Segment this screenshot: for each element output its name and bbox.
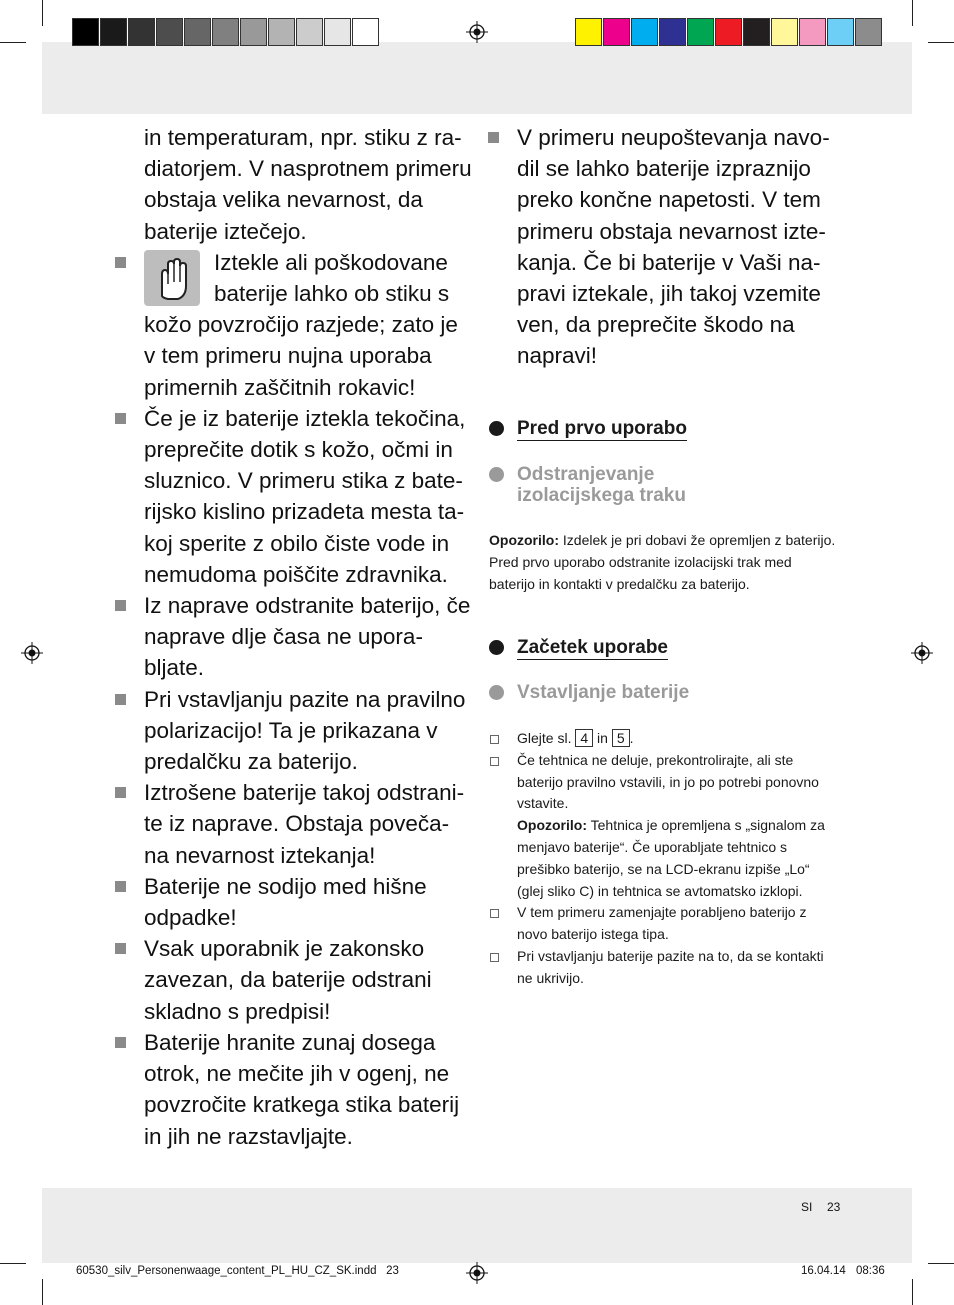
print-slug-date: 16.04.14 — [801, 1265, 846, 1277]
gray-swatch — [156, 18, 183, 46]
list-item: V tem primeru zamenjajte porabljeno baterijo z novo baterijo istega tipa. — [517, 902, 839, 946]
bullet-square-icon — [115, 881, 126, 892]
protective-gloves-icon — [144, 250, 200, 306]
section-heading-start-use: Začetek uporabe — [517, 637, 668, 659]
left-column — [144, 122, 474, 1152]
list-item: Iztekle ali poškodovane baterije lahko ob stiku s kožo povzročijo razjede; zato je v tem primeru nujna uporaba primernih zaščitnih rokavic! — [144, 247, 474, 403]
color-swatch — [631, 18, 658, 46]
bullet-square-icon — [115, 694, 126, 705]
color-swatch — [743, 18, 770, 46]
gray-swatch — [268, 18, 295, 46]
bullet-dot-icon — [489, 640, 504, 655]
page-language: SI — [801, 1200, 813, 1214]
gray-swatch — [184, 18, 211, 46]
checkbox-bullet-icon — [490, 757, 499, 766]
registration-mark-bottom-icon — [466, 1262, 488, 1284]
section-heading-first-use: Pred prvo uporabo — [517, 418, 687, 440]
checkbox-bullet-icon — [490, 953, 499, 962]
print-slug-time: 08:36 — [856, 1265, 885, 1277]
figure-ref-box: 5 — [612, 729, 630, 747]
bullet-dot-gray-icon — [489, 467, 504, 482]
list-item: V primeru neupoštevanja navo-dil se lahko baterije izpraznijo preko končne napetosti. V tem primeru obstaja nevarnost izte-kanja. Če bi baterije v Vaši na-pravi iztekale, jih takoj vzemite ven, da preprečite škodo na napravi! — [517, 122, 837, 372]
page-number: 23 — [827, 1200, 841, 1214]
gray-swatch — [72, 18, 99, 46]
print-slug-file: 60530_silv_Personenwaage_content_PL_HU_CZ_SK.indd 23 — [76, 1265, 399, 1277]
bullet-square-icon — [115, 257, 126, 268]
color-swatch — [771, 18, 798, 46]
subheading-insert-battery: Vstavljanje baterije — [517, 682, 689, 703]
registration-mark-top-icon — [466, 21, 488, 43]
checkbox-bullet-icon — [490, 909, 499, 918]
steps-list — [517, 728, 839, 990]
gray-swatch — [296, 18, 323, 46]
list-item: Če je iz baterije iztekla tekočina, preprečite dotik s kožo, očmi in sluznico. V primeru stika z bate-rijsko kislino prizadeta mesta ta-koj sperite z obilo čiste vode in nemudoma poiščite zdravnika. — [144, 403, 474, 590]
checkbox-bullet-icon — [490, 735, 499, 744]
color-swatch — [687, 18, 714, 46]
bullet-square-icon — [115, 943, 126, 954]
list-item: Baterije hranite zunaj dosega otrok, ne mečite jih v ogenj, ne povzročite kratkega stika baterij in jih ne razstavljajte. — [144, 1027, 474, 1152]
safety-list — [144, 247, 474, 1152]
list-item: Pri vstavljanju pazite na pravilno polarizacijo! Ta je prikazana v predalčku za baterijo. — [144, 684, 474, 778]
bullet-square-icon — [115, 413, 126, 424]
header-band — [42, 42, 912, 114]
footer-band — [42, 1188, 912, 1263]
gray-swatch — [352, 18, 379, 46]
list-item: Vsak uporabnik je zakonsko zavezan, da baterije odstrani skladno s predpisi! — [144, 933, 474, 1027]
gray-swatch — [212, 18, 239, 46]
gray-swatch — [128, 18, 155, 46]
list-item: Iz naprave odstranite baterijo, če naprave dlje časa ne upora-bljate. — [144, 590, 474, 684]
color-swatch — [575, 18, 602, 46]
subheading-remove-tab: Odstranjevanje izolacijskega traku — [517, 464, 686, 506]
list-item: Baterije ne sodijo med hišne odpadke! — [144, 871, 474, 933]
bullet-square-icon — [488, 132, 499, 143]
continuation-text: in temperaturam, npr. stiku z ra-diatorjem. V nasprotnem primeru obstaja velika nevarnost, da baterije iztečejo. — [144, 125, 472, 244]
color-swatch — [827, 18, 854, 46]
gray-swatch — [100, 18, 127, 46]
figure-ref-box: 4 — [575, 729, 593, 747]
right-column-top-item — [517, 122, 837, 372]
list-item: Če tehtnica ne deluje, prekontrolirajte, ali ste baterijo pravilno vstavili, in jo po potrebi ponovno vstavite. Opozorilo: Tehtnica je opremljena s „signalom za menjavo baterije“. Če uporabljate tehtnico s prešibko baterijo, se na LCD-ekranu izpiše „Lo“ (glej sliko C) in tehtnica se avtomatsko izklopi. — [517, 750, 839, 903]
bullet-square-icon — [115, 787, 126, 798]
bullet-square-icon — [115, 600, 126, 611]
color-swatch — [799, 18, 826, 46]
registration-mark-right-icon — [911, 642, 933, 664]
note-paragraph: Opozorilo: Izdelek je pri dobavi že opremljen z baterijo. Pred prvo uporabo odstranite izolacijski trak med baterijo in kontakti v predalčku za baterijo. — [489, 532, 836, 592]
registration-mark-left-icon — [21, 642, 43, 664]
list-item: Iztrošene baterije takoj odstrani-te iz naprave. Obstaja poveča-na nevarnost iztekanja! — [144, 777, 474, 871]
gray-swatch — [240, 18, 267, 46]
bullet-square-icon — [115, 1037, 126, 1048]
color-swatch — [659, 18, 686, 46]
list-item: Pri vstavljanju baterije pazite na to, da se kontakti ne ukrivijo. — [517, 946, 839, 990]
list-item: Glejte sl. 4 in 5 . — [517, 728, 839, 750]
color-swatch — [855, 18, 882, 46]
gray-swatch — [324, 18, 351, 46]
bullet-dot-icon — [489, 421, 504, 436]
bullet-dot-gray-icon — [489, 685, 504, 700]
color-swatch — [603, 18, 630, 46]
color-swatch — [715, 18, 742, 46]
